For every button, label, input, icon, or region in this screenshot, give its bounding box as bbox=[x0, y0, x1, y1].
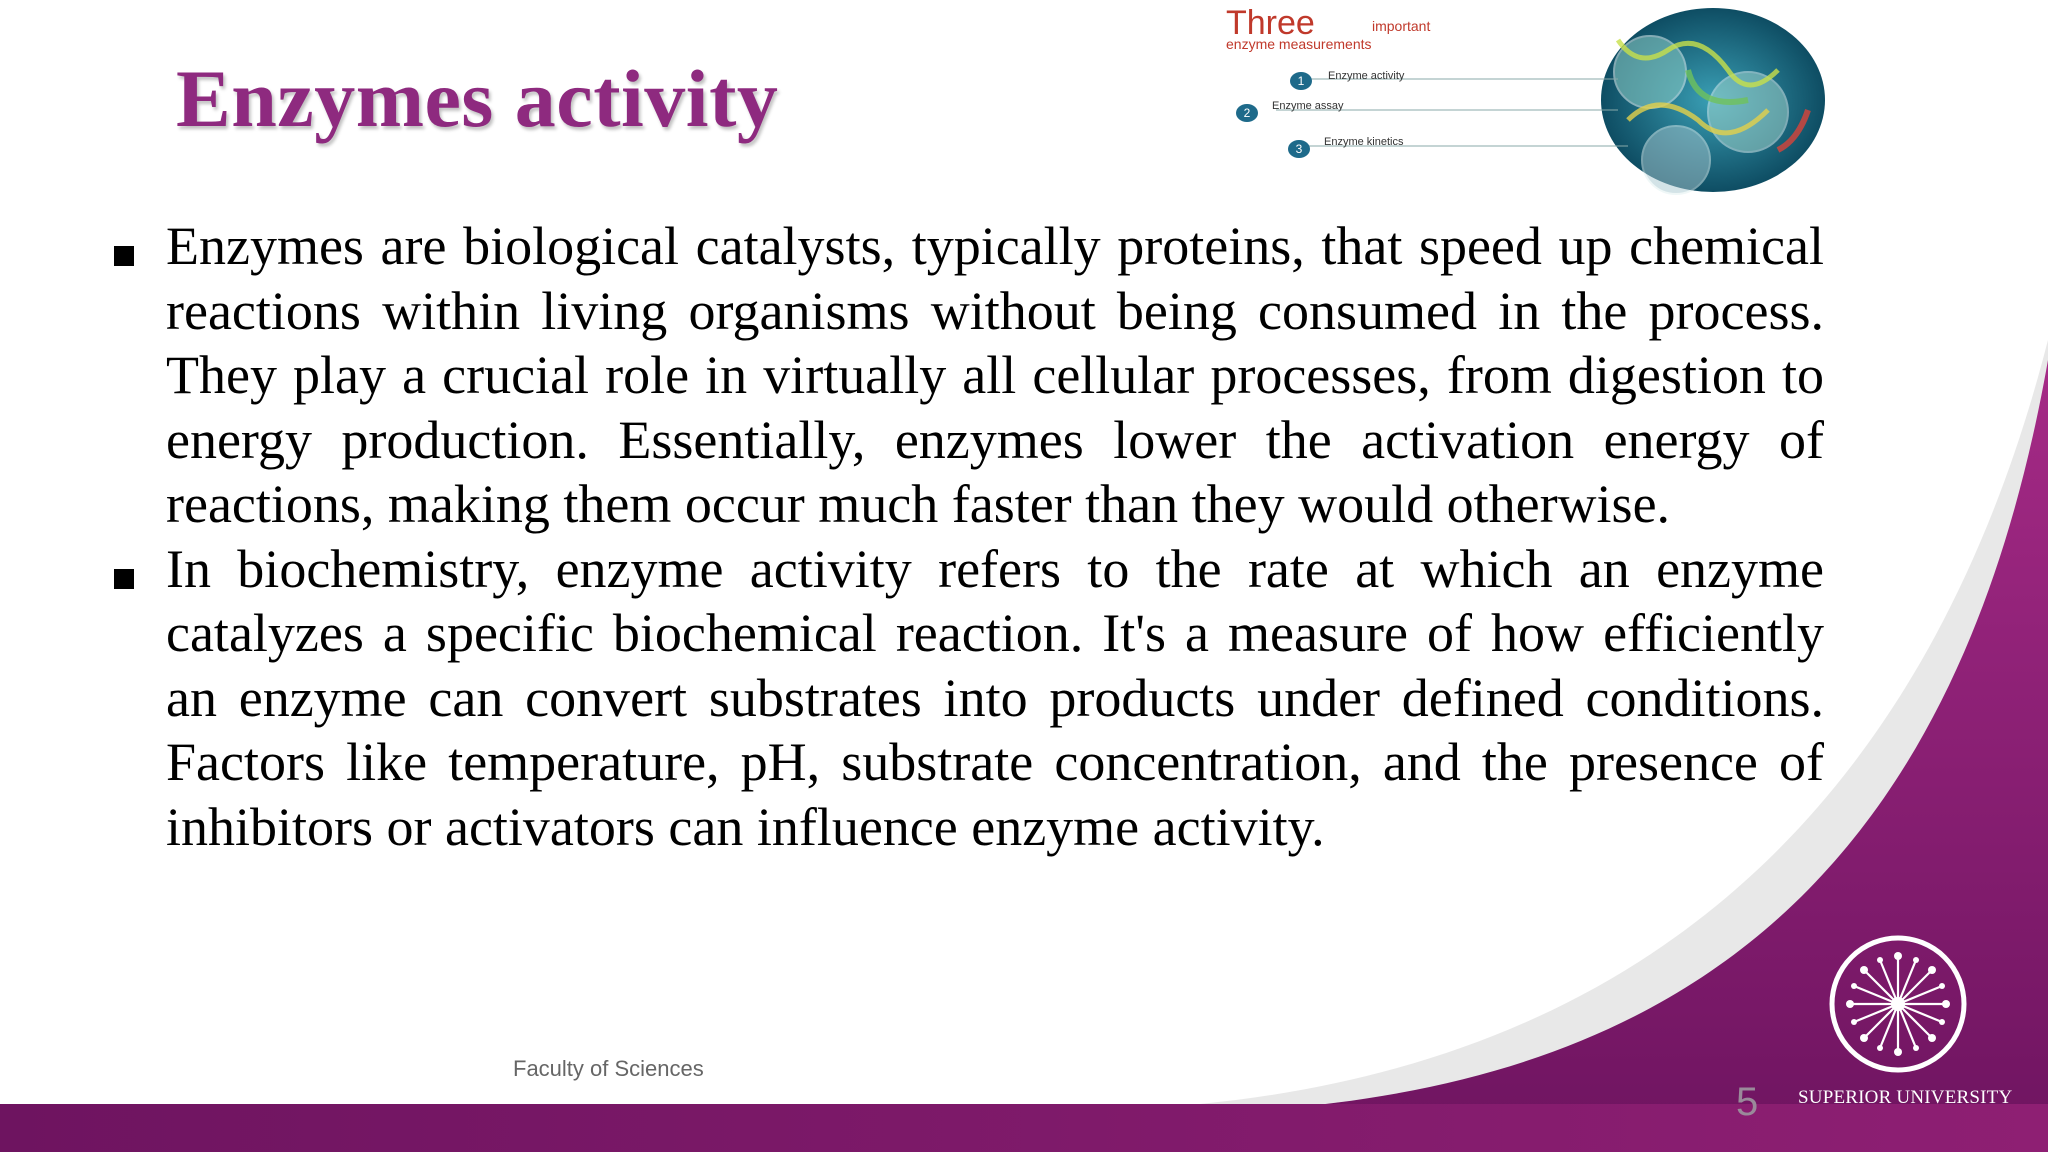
bullet-text: In biochemistry, enzyme activity refers to the rate at which an enzyme catalyzes a specific biochemical reaction. It's a measure of how efficiently an enzyme can convert substrates into products under defined conditions. Factors like temperature, pH, substrate concentration, and the presence of inhibitors or activators can influence enzyme activity. bbox=[166, 538, 1824, 857]
badge-3: 3 bbox=[1288, 140, 1310, 158]
infographic-subtitle: enzyme measurements bbox=[1226, 36, 1372, 52]
square-bullet-icon bbox=[108, 214, 166, 537]
square-bullet-icon bbox=[108, 537, 166, 860]
page-number: 5 bbox=[1736, 1080, 1759, 1124]
infographic-title: Three bbox=[1226, 4, 1315, 42]
bullet-item bbox=[108, 214, 1824, 537]
university-name: SUPERIOR UNIVERSITY bbox=[1798, 1087, 2013, 1108]
slide-title: Enzymes activity bbox=[176, 53, 779, 144]
bullet-list bbox=[108, 214, 1824, 859]
infographic-item-1: Enzyme activity bbox=[1328, 70, 1405, 82]
infographic-item-2: Enzyme assay bbox=[1272, 100, 1344, 112]
badge-1: 1 bbox=[1290, 72, 1312, 90]
badge-2: 2 bbox=[1236, 104, 1258, 122]
enzyme-measurements-image bbox=[1218, 0, 1838, 200]
infographic-item-3: Enzyme kinetics bbox=[1324, 136, 1404, 148]
bullet-text: Enzymes are biological catalysts, typically proteins, that speed up chemical reactions within living organisms without being consumed in the process. They play a crucial role in virtually all cellular processes, from digestion to energy production. Essentially, enzymes lower the activation energy of reactions, making them occur much faster than they would otherwise. bbox=[166, 216, 1824, 534]
infographic-title-rest: important bbox=[1372, 18, 1431, 34]
university-logo bbox=[1828, 934, 1968, 1074]
faculty-label: Faculty of Sciences bbox=[513, 1056, 704, 1081]
bullet-item bbox=[108, 537, 1824, 860]
